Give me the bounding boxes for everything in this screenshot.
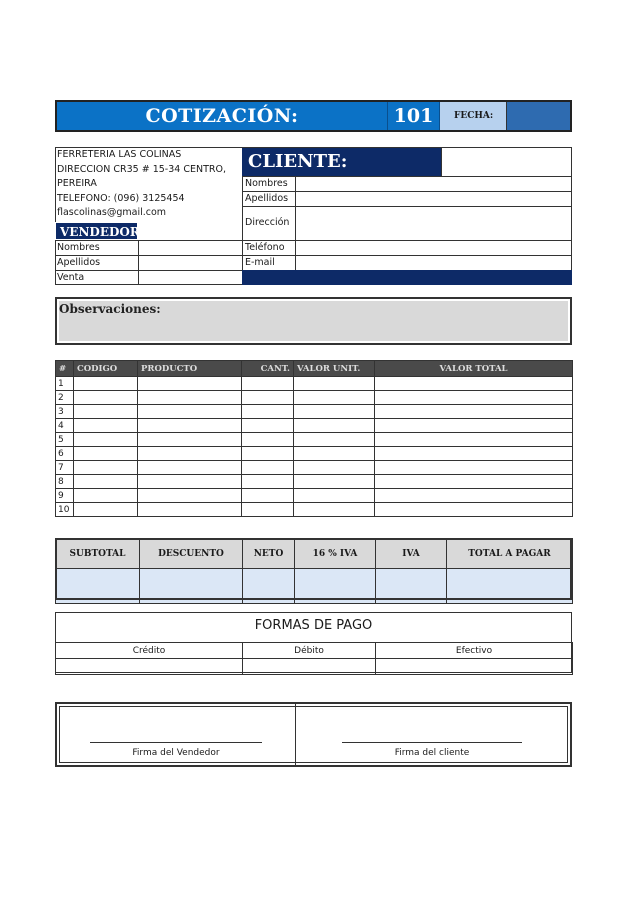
cliente-email-label: E-mail [245,257,275,268]
company-email: flascolinas@gmail.com [57,207,167,218]
table-row [56,461,573,475]
vendedor-row-nombres[interactable] [55,240,242,255]
vendedor-nombres-label: Nombres [57,242,100,253]
firma-vendedor-label: Firma del Vendedor [132,748,220,758]
row-number: 4 [56,419,74,433]
cliente-telefono-label: Teléfono [245,242,285,253]
producto-cell[interactable] [138,489,242,503]
valor-unit-cell[interactable] [294,447,375,461]
row-number: 6 [56,447,74,461]
cliente-row-apellidos[interactable] [242,191,572,206]
cliente-id-field[interactable] [441,148,571,176]
table-row [56,433,573,447]
valor-unit-cell[interactable] [294,475,375,489]
quote-title: COTIZACIÓN: [145,105,299,127]
producto-cell[interactable] [138,391,242,405]
items-table [55,360,573,517]
cantidad-cell[interactable] [242,419,294,433]
cliente-row-direccion[interactable] [242,206,572,240]
col-codigo: CODIGO [74,361,138,377]
table-row [56,405,573,419]
valor-unit-cell[interactable] [294,433,375,447]
items-header-row [56,361,573,377]
producto-cell[interactable] [138,447,242,461]
vendedor-signature-line[interactable] [90,742,262,743]
row-number: 1 [56,377,74,391]
codigo-cell[interactable] [74,475,138,489]
pago-debito-field[interactable] [243,659,376,675]
cantidad-cell[interactable] [242,433,294,447]
cliente-signature-line[interactable] [342,742,522,743]
valor-unit-cell[interactable] [294,503,375,517]
codigo-cell[interactable] [74,447,138,461]
company-city: PEREIRA [57,178,97,189]
table-row [56,503,573,517]
valor-total-cell[interactable] [375,419,573,433]
col-valor-total: VALOR TOTAL [375,361,573,377]
table-row [56,419,573,433]
valor-total-cell[interactable] [375,433,573,447]
vendedor-apellidos-label: Apellidos [57,257,101,268]
payment-methods-row [56,643,573,659]
valor-unit-cell[interactable] [294,377,375,391]
cliente-row-email[interactable] [242,255,572,270]
firma-cliente-label: Firma del cliente [394,748,470,758]
valor-unit-cell[interactable] [294,391,375,405]
table-row [56,391,573,405]
valor-total-cell[interactable] [375,489,573,503]
valor-total-cell[interactable] [375,461,573,475]
table-row [56,447,573,461]
cantidad-cell[interactable] [242,489,294,503]
totals-frame [55,538,572,600]
row-number: 5 [56,433,74,447]
cliente-apellidos-label: Apellidos [245,193,289,204]
col-number: # [56,361,74,377]
codigo-cell[interactable] [74,461,138,475]
iva-rate-label: 16 % IVA [295,539,376,569]
valor-total-cell[interactable] [375,391,573,405]
observaciones-label: Observaciones: [59,302,161,316]
pago-efectivo-field[interactable] [376,659,573,675]
cliente-nombres-label: Nombres [245,178,288,189]
producto-cell[interactable] [138,475,242,489]
fecha-field[interactable] [506,102,570,130]
total-pagar-label: TOTAL A PAGAR [447,539,573,569]
codigo-cell[interactable] [74,433,138,447]
vendedor-row-venta[interactable] [55,270,242,285]
codigo-cell[interactable] [74,391,138,405]
quote-number: 101 [387,102,440,130]
payment-table [55,642,573,675]
col-valor-unit: VALOR UNIT. [294,361,375,377]
cliente-title: CLIENTE: [242,148,441,176]
valor-total-cell[interactable] [375,405,573,419]
pago-efectivo-label: Efectivo [376,643,573,659]
codigo-cell[interactable] [74,405,138,419]
subtotal-label: SUBTOTAL [56,539,140,569]
cantidad-cell[interactable] [242,475,294,489]
valor-total-cell[interactable] [375,475,573,489]
codigo-cell[interactable] [74,489,138,503]
row-number: 8 [56,475,74,489]
descuento-label: DESCUENTO [140,539,243,569]
codigo-cell[interactable] [74,377,138,391]
producto-cell[interactable] [138,377,242,391]
payment-title: FORMAS DE PAGO [254,618,373,633]
pago-credito-field[interactable] [56,659,243,675]
pago-debito-label: Débito [243,643,376,659]
company-name: FERRETERIA LAS COLINAS [57,149,182,160]
cantidad-cell[interactable] [242,377,294,391]
company-address: DIRECCION CR35 # 15-34 CENTRO, [57,163,226,175]
valor-unit-cell[interactable] [294,489,375,503]
company-phone: TELEFONO: (096) 3125454 [57,192,185,204]
cliente-direccion-label: Dirección [245,217,290,228]
vendedor-title: VENDEDOR [55,222,138,240]
valor-total-cell[interactable] [375,377,573,391]
row-number: 7 [56,461,74,475]
row-number: 2 [56,391,74,405]
valor-unit-cell[interactable] [294,419,375,433]
valor-total-cell[interactable] [375,447,573,461]
codigo-cell[interactable] [74,503,138,517]
cantidad-cell[interactable] [242,503,294,517]
codigo-cell[interactable] [74,419,138,433]
cliente-row-telefono[interactable] [242,240,572,255]
neto-label: NETO [243,539,295,569]
cliente-row-nombres[interactable] [242,176,572,191]
col-cantidad: CANT. [242,361,294,377]
col-producto: PRODUCTO [138,361,242,377]
cliente-footer-bar [242,270,572,285]
cantidad-cell[interactable] [242,405,294,419]
payment-values-row [56,659,573,675]
pago-credito-label: Crédito [56,643,243,659]
valor-unit-cell[interactable] [294,405,375,419]
producto-cell[interactable] [138,419,242,433]
signature-divider [295,704,296,765]
vendedor-venta-label: Venta [57,272,85,283]
producto-cell[interactable] [138,433,242,447]
producto-cell[interactable] [138,461,242,475]
table-row [56,489,573,503]
cantidad-cell[interactable] [242,391,294,405]
cantidad-cell[interactable] [242,447,294,461]
row-number: 9 [56,489,74,503]
company-info [57,148,242,221]
table-row [56,475,573,489]
valor-unit-cell[interactable] [294,461,375,475]
row-number: 10 [56,503,74,517]
valor-total-cell[interactable] [375,503,573,517]
cantidad-cell[interactable] [242,461,294,475]
table-row [56,377,573,391]
iva-label: IVA [376,539,447,569]
row-number: 3 [56,405,74,419]
fecha-label: FECHA: [440,102,506,130]
producto-cell[interactable] [138,405,242,419]
producto-cell[interactable] [138,503,242,517]
vendedor-row-apellidos[interactable] [55,255,242,270]
